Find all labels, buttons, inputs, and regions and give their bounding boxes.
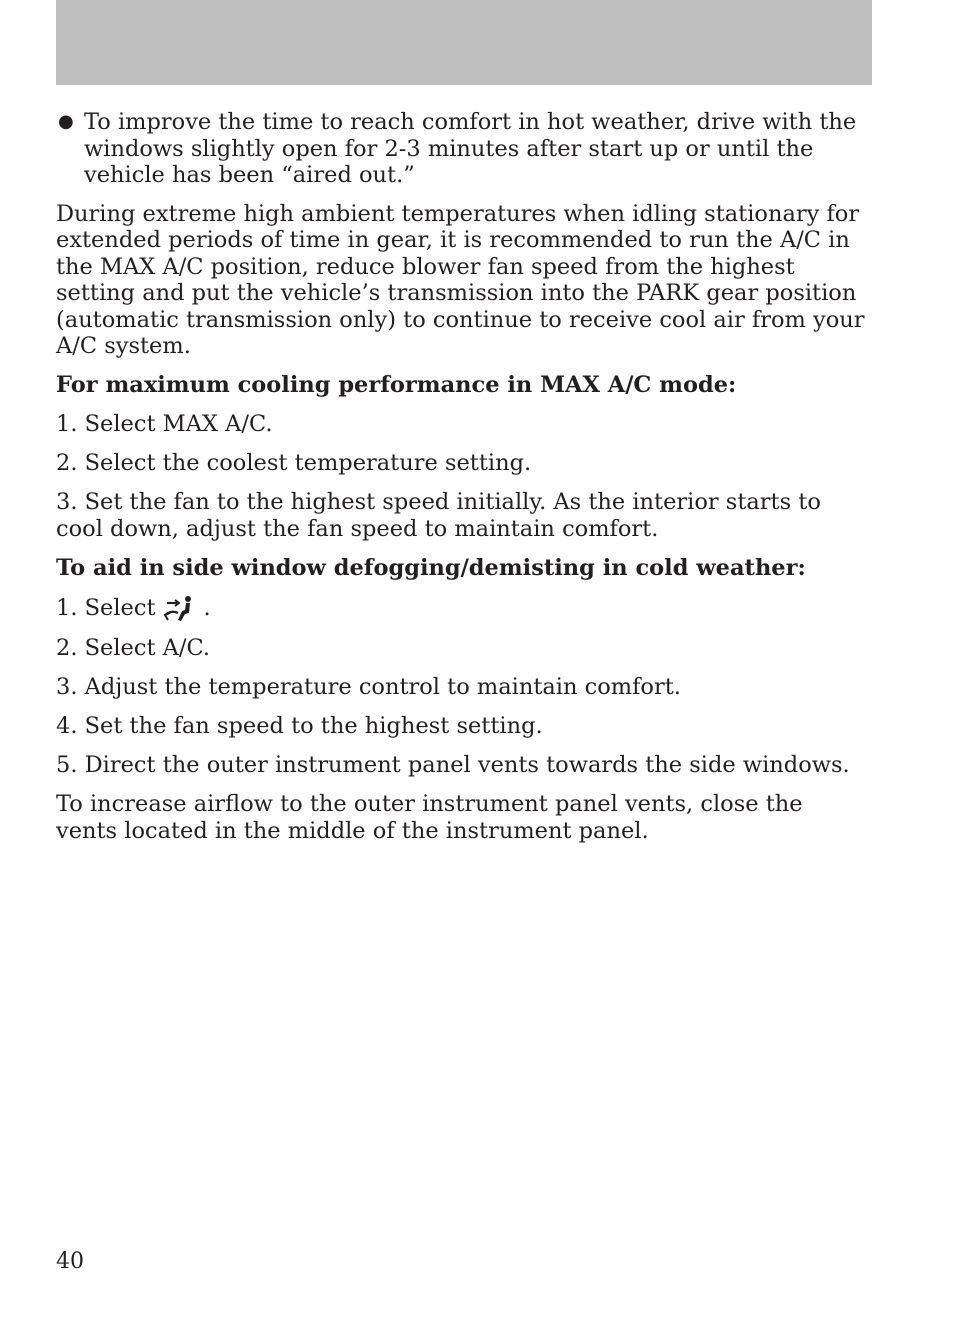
- page-number: 40: [56, 1249, 84, 1274]
- defog-step-5: 5. Direct the outer instrument panel vents towards the side windows.: [56, 752, 850, 778]
- bullet-text: To improve the time to reach comfort in hot weather, drive with the windows slightly open for 2-3 minutes after start up or until the vehicle has been “aired out.”: [84, 109, 857, 188]
- defog-step-2: 2. Select A/C.: [56, 635, 211, 661]
- max-cooling-step-1: 1. Select MAX A/C.: [56, 411, 273, 437]
- defog-step-1-prefix: 1. Select: [56, 594, 156, 621]
- closing-paragraph: To increase airflow to the outer instrument panel vents, close the vents located in the middle of the instrument panel.: [56, 791, 803, 844]
- bullet-dot-icon: ●: [58, 111, 74, 132]
- header-band: [56, 0, 872, 85]
- max-cooling-heading: For maximum cooling performance in MAX A/C mode:: [56, 372, 737, 398]
- bullet-item: [56, 109, 866, 189]
- floor-panel-airflow-icon: [162, 594, 196, 623]
- intro-paragraph: During extreme high ambient temperatures when idling stationary for extended periods of time in gear, it is recommended to run the A/C in the MAX A/C position, reduce blower fan speed from the highest setting and put the vehicle’s transmission into the PARK gear position (automatic transmission only) to continue to receive cool air from your A/C system.: [56, 200, 865, 359]
- defog-step-3: 3. Adjust the temperature control to maintain comfort.: [56, 674, 681, 700]
- defog-step-1: [56, 594, 866, 623]
- max-cooling-step-2: 2. Select the coolest temperature setting.: [56, 450, 532, 476]
- defog-heading: To aid in side window defogging/demisting in cold weather:: [56, 554, 806, 581]
- defog-step-4: 4. Set the fan speed to the highest setting.: [56, 713, 543, 739]
- page-content: [56, 109, 866, 857]
- max-cooling-step-3: 3. Set the fan to the highest speed initially. As the interior starts to cool down, adjust the fan speed to maintain comfort.: [56, 489, 821, 542]
- defog-step-1-suffix: .: [203, 594, 211, 621]
